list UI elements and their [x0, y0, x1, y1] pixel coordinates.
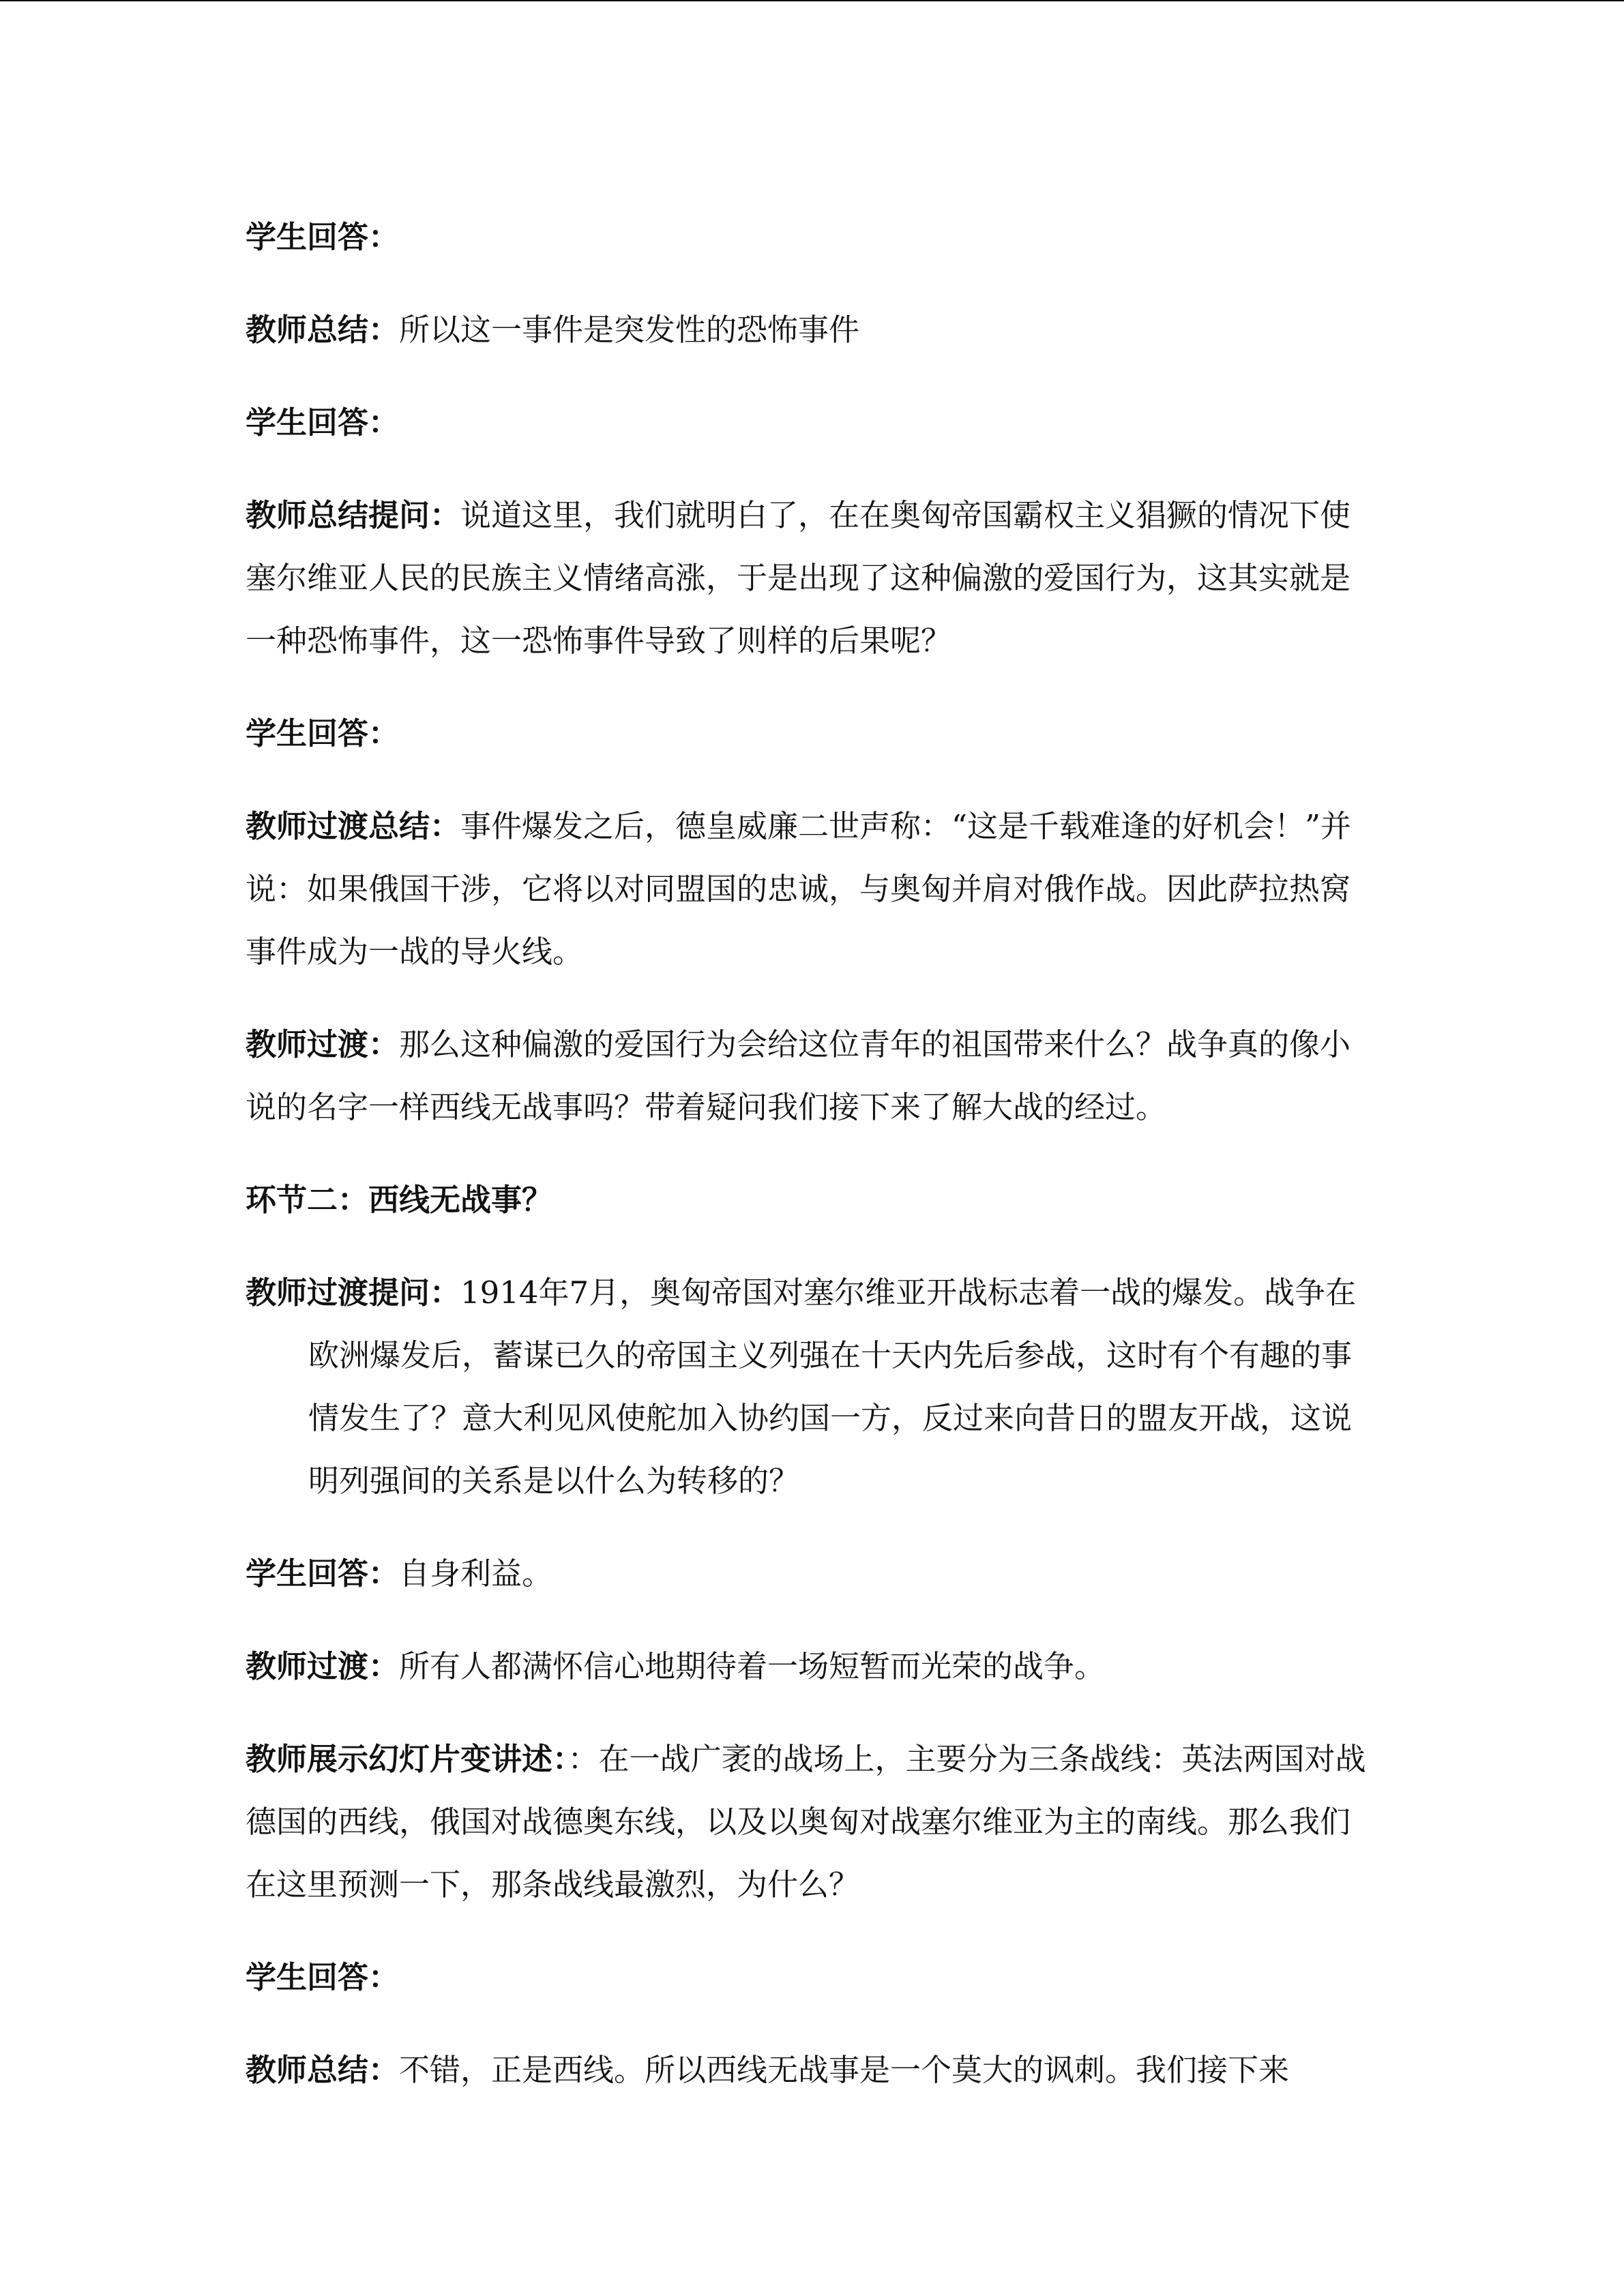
paragraph: [246, 484, 1372, 672]
speaker-label: 学生回答：: [246, 1959, 400, 1995]
speaker-label: 教师总结：: [246, 2052, 400, 2088]
paragraph: [246, 1946, 1372, 2009]
paragraph-text: 自身利益。: [399, 1555, 553, 1592]
paragraph-text: 所以这一事件是突发性的恐怖事件: [399, 312, 860, 348]
paragraph-text: 那么这种偏激的爱国行为会给这位青年的祖国带来什么？战争真的像小说的名字一样西线无战事吗？带着疑问我们接下来了解大战的经过。: [246, 1026, 1351, 1125]
speaker-label: 教师总结提问：: [246, 497, 461, 533]
speaker-label: 教师展示幻灯片变讲述：: [246, 1741, 568, 1777]
section-heading: 环节二：西线无战事？: [246, 1182, 553, 1218]
paragraph: [246, 1635, 1372, 1698]
paragraph: [246, 795, 1372, 983]
paragraph: [246, 1728, 1372, 1916]
paragraph-text: 说道这里，我们就明白了，在在奥匈帝国霸权主义猖獗的情况下使塞尔维亚人民的民族主义情绪高涨，于是出现了这种偏激的爱国行为，这其实就是一种恐怖事件，这一恐怖事件导致了则样的后果呢？: [246, 497, 1351, 659]
speaker-label: 教师总结：: [246, 312, 400, 348]
speaker-label: 学生回答：: [246, 715, 400, 751]
paragraph: [246, 1542, 1372, 1605]
speaker-label: 教师过渡总结：: [246, 808, 461, 844]
paragraph: [246, 299, 1372, 361]
paragraph: [246, 206, 1372, 269]
paragraph: [246, 2039, 1372, 2102]
speaker-label: 教师过渡：: [246, 1648, 400, 1684]
paragraph: [246, 702, 1372, 765]
speaker-label: 教师过渡：: [246, 1026, 400, 1062]
paragraph: [246, 1013, 1372, 1139]
speaker-label: 学生回答：: [246, 219, 400, 255]
paragraph-text: 所有人都满怀信心地期待着一场短暂而光荣的战争。: [399, 1648, 1106, 1684]
speaker-label: 教师过渡提问：: [246, 1274, 461, 1311]
paragraph: [246, 1262, 1372, 1512]
speaker-label: 学生回答：: [246, 404, 400, 441]
paragraph-text: ：在一战广袤的战场上，主要分为三条战线：英法两国对战德国的西线，俄国对战德奥东线，以及以奥匈对战塞尔维亚为主的南线。那么我们在这里预测一下，那条战线最激烈，为什么？: [246, 1741, 1366, 1903]
paragraph-text: 事件爆发之后，德皇威廉二世声称：“这是千载难逢的好机会！”并说：如果俄国干涉，它将以对同盟国的忠诚，与奥匈并肩对俄作战。因此萨拉热窝事件成为一战的导火线。: [246, 808, 1352, 970]
paragraph-text: 不错，正是西线。所以西线无战事是一个莫大的讽刺。我们接下来: [399, 2052, 1290, 2088]
paragraph-text: 1914年7月，奥匈帝国对塞尔维亚开战标志着一战的爆发。战争在欧洲爆发后，蓄谋已久的帝国主义列强在十天内先后参战，这时有个有趣的事情发生了？意大利见风使舵加入协约国一方，反过来向昔日的盟友开战，这说明列强间的关系是以什么为转移的？: [308, 1274, 1357, 1499]
speaker-label: 学生回答：: [246, 1555, 400, 1592]
paragraph: [246, 391, 1372, 454]
document-body: [246, 206, 1372, 2132]
